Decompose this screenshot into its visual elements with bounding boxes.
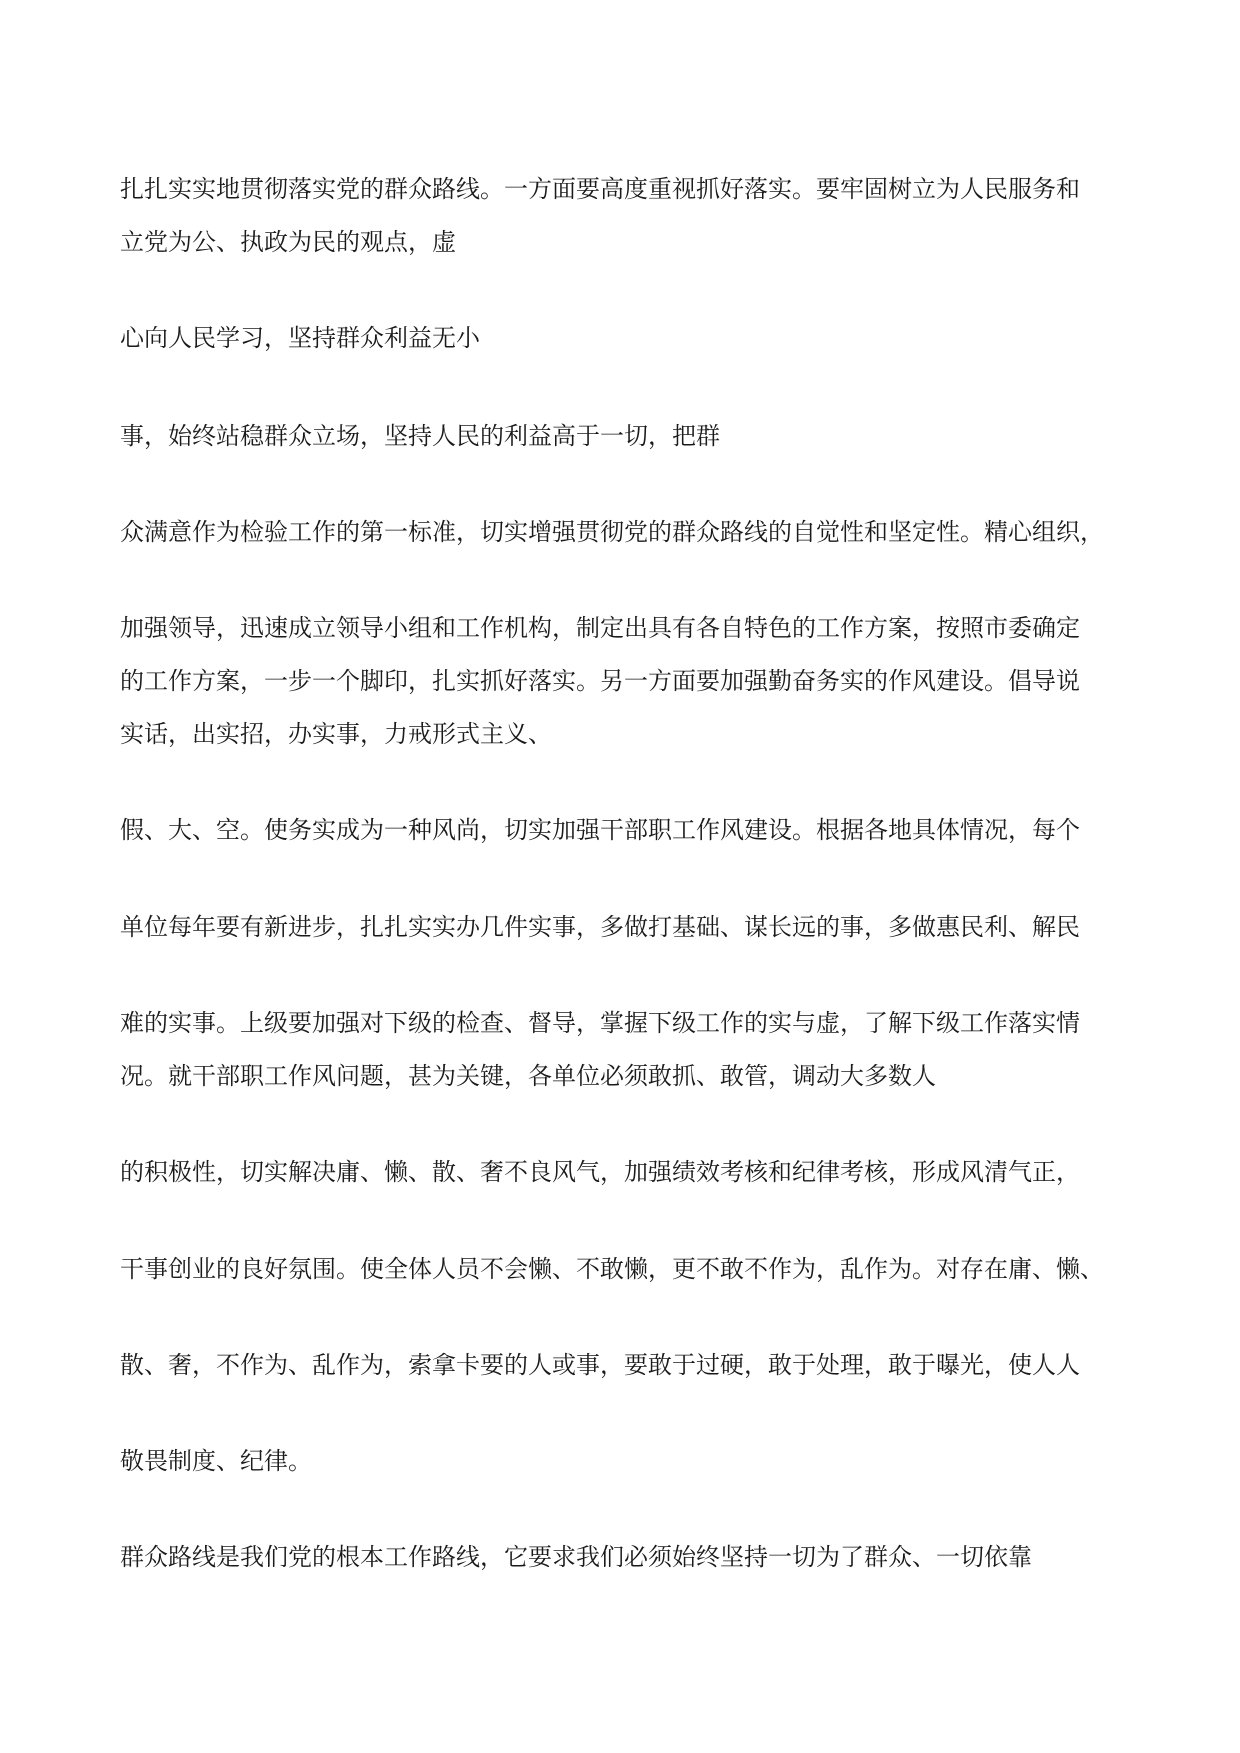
- text-line: 散、奢，不作为、乱作为，索拿卡要的人或事，要敢于过硬，敢于处理，敢于曝光，使人人: [120, 1351, 1080, 1379]
- text-line: 难的实事。上级要加强对下级的检查、督导，掌握下级工作的实与虚，了解下级工作落实情: [120, 1009, 1080, 1037]
- text-line: 实话，出实招，办实事，力戒形式主义、: [120, 720, 552, 748]
- text-line: 的工作方案，一步一个脚印，扎实抓好落实。另一方面要加强勤奋务实的作风建设。倡导说: [120, 667, 1080, 695]
- text-line: 众满意作为检验工作的第一标准，切实增强贯彻党的群众路线的自觉性和坚定性。精心组织，: [120, 518, 1104, 546]
- text-line: 立党为公、执政为民的观点，虚: [120, 228, 456, 256]
- text-line: 单位每年要有新进步，扎扎实实办几件实事，多做打基础、谋长远的事，多做惠民利、解民: [120, 913, 1080, 941]
- text-line: 扎扎实实地贯彻落实党的群众路线。一方面要高度重视抓好落实。要牢固树立为人民服务和: [120, 175, 1080, 203]
- text-line: 的积极性，切实解决庸、懒、散、奢不良风气，加强绩效考核和纪律考核，形成风清气正，: [120, 1158, 1080, 1186]
- text-line: 加强领导，迅速成立领导小组和工作机构，制定出具有各自特色的工作方案，按照市委确定: [120, 614, 1080, 642]
- text-line: 况。就干部职工作风问题，甚为关键，各单位必须敢抓、敢管，调动大多数人: [120, 1062, 936, 1090]
- text-line: 事，始终站稳群众立场，坚持人民的利益高于一切，把群: [120, 422, 720, 450]
- text-line: 干事创业的良好氛围。使全体人员不会懒、不敢懒，更不敢不作为，乱作为。对存在庸、懒、: [120, 1255, 1104, 1283]
- text-line: 假、大、空。使务实成为一种风尚，切实加强干部职工作风建设。根据各地具体情况，每个: [120, 816, 1080, 844]
- text-line: 敬畏制度、纪律。: [120, 1447, 312, 1475]
- text-line: 群众路线是我们党的根本工作路线，它要求我们必须始终坚持一切为了群众、一切依靠: [120, 1543, 1032, 1571]
- text-line: 心向人民学习，坚持群众利益无小: [120, 324, 480, 352]
